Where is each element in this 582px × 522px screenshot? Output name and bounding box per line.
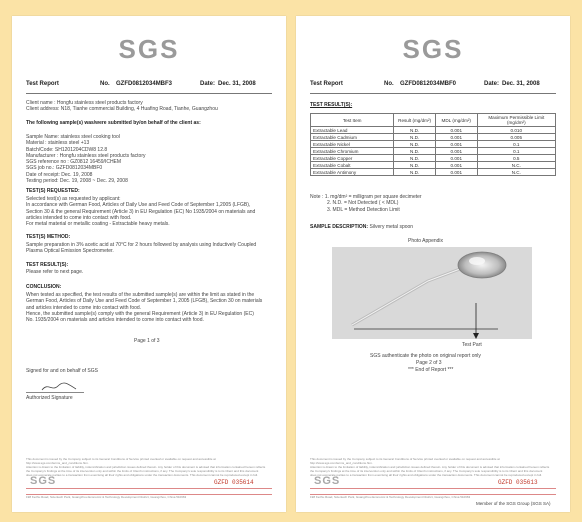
footer-address: 198 Kezhu Road, Scientech Park, Guangzhou Economic & Technology Development District, Guangzhou, China 510663 (310, 495, 471, 499)
conclusion-line: No. 1935/2004 on materials and articles intended to come into contact with food. (26, 317, 204, 324)
test-results-text: Please refer to next page. (26, 269, 84, 275)
cell-limit: N.C. (477, 162, 555, 169)
footer-line: does not exonerate parties to a transaction from exercising all their rights and obligations under the transaction documents. This document cannot be reproduced except in full. (310, 473, 542, 477)
conclusion-line: Hence, the submitted sample(s) comply with the general Requirement (Article 3) in EU Regulation (EC) (26, 310, 254, 317)
table-row (311, 155, 556, 162)
cell-limit: 0.5 (477, 155, 555, 162)
footer-line: Attention is drawn to the limitation of liability, indemnification and jurisdiction issues defined therein. Any holder of this document is advised that information contained hereon reflects (310, 465, 550, 469)
cell-result: N.D. (394, 141, 436, 148)
table-row (311, 134, 556, 141)
test-method-text (26, 242, 256, 255)
cell-mdl: 0.001 (435, 162, 477, 169)
sample-photo (332, 247, 532, 339)
sample-batch: Batch/Code: SH1201204CDW8 12.8 (26, 146, 108, 153)
conclusion-text (26, 292, 262, 323)
cell-result: N.D. (394, 169, 436, 176)
cell-test-item: Extractable Antimony (311, 169, 394, 176)
tests-requested-text (26, 196, 255, 227)
client-info (26, 100, 218, 113)
cell-limit: 0.005 (477, 134, 555, 141)
header-rule (310, 93, 556, 94)
serial-number: GZFD 035613 (498, 479, 538, 486)
cell-mdl: 0.001 (435, 169, 477, 176)
testing-period: Testing period: Dec. 19, 2008 ~ Dec. 29, 2008 (26, 178, 128, 185)
footer-line: does not exonerate parties to a transaction from exercising all their rights and obligations under the transaction documents. This document cannot be reproduced except in full. (26, 473, 258, 477)
report-date: Dec. 31, 2008 (218, 81, 256, 87)
authorized-signature-label: Authorized Signature (26, 395, 73, 401)
footer-color-band (26, 488, 272, 495)
cell-mdl: 0.001 (435, 134, 477, 141)
test-results-heading: TEST RESULT(S): (310, 102, 353, 108)
report-page-1 (12, 16, 286, 512)
cell-result: N.D. (394, 162, 436, 169)
test-results-heading: TEST RESULT(S): (26, 262, 69, 268)
conclusion-line: German Food, Articles of Daily Use and Feed Code of September 1, 2005 (LFGB), Section 30 on materials (26, 298, 263, 305)
cell-result: N.D. (394, 155, 436, 162)
footer-line: the Company's findings at the time of its intervention only and within the limits of Client's instructions, if any. The Company's sole responsibility is to its Client and this document (310, 469, 543, 473)
tests-requested-heading: TEST(S) REQUESTED: (26, 188, 80, 194)
test-method-heading: TEST(S) METHOD: (26, 234, 71, 240)
col-header-limit: Maximum Permissible Limit (mg/dm²) (477, 114, 555, 127)
serial-number: GZFD 035614 (214, 479, 254, 486)
col-header-test-item: Test Item (311, 114, 394, 127)
conclusion-line: and articles intended to come into contact with food. (26, 304, 142, 311)
footer-line: This document is issued by the Company subject to its General Conditions of Service printed overleaf or available on request and accessible at http://www.sgs.com/terms_and_conditions.htm. (310, 457, 500, 465)
member-of-sgs-group: Member of the SGS Group (SGS SA) (476, 501, 551, 506)
client-name: Client name : Hongfu stainless steel products factory (26, 100, 143, 106)
report-number: GZFD0812034MBF0 (400, 81, 457, 87)
page-number: Page 1 of 3 (134, 338, 160, 344)
method-line: Sample preparation in 3% acetic acid at 70°C for 2 hours followed by analysis using Inductively Coupled (26, 242, 257, 248)
sgs-reference: SGS reference no : GZ0812 16459/ICHEM (26, 159, 122, 166)
requested-line: articles intended to come into contact with food. (26, 214, 132, 221)
footer-address: 198 Kezhu Road, Scientech Park, Guangzhou Economic & Technology Development District, Guangzhou, China 510663 (26, 495, 187, 499)
requested-line: In accordance with German Food, Articles of Daily Use and Feed Code of September 1,2005 (LFGB), (26, 202, 251, 209)
footer-line: This document is issued by the Company subject to its General Conditions of Service printed overleaf or available on request and accessible at http://www.sgs.com/terms_and_conditions.htm. (26, 457, 216, 465)
cell-test-item: Extractable Nickel (311, 141, 394, 148)
test-report-label: Test Report (26, 81, 59, 87)
footer-sgs-logo: SGS (314, 475, 341, 487)
cell-test-item: Extractable Chromium (311, 148, 394, 155)
signed-for-line: Signed for and on behalf of SGS (26, 368, 98, 374)
table-row (311, 127, 556, 134)
cell-result: N.D. (394, 148, 436, 155)
cell-mdl: 0.001 (435, 127, 477, 134)
footer-line: Attention is drawn to the limitation of liability, indemnification and jurisdiction issues defined therein. Any holder of this document is advised that information contained hereon reflects (26, 465, 266, 469)
sample-manufacturer: Manufacturer : Hongfu stainless steel products factory (26, 152, 146, 159)
end-of-report: *** End of Report *** (408, 367, 454, 373)
cell-test-item: Extractable Copper (311, 155, 394, 162)
report-no-label: No. (100, 81, 110, 87)
note-line: 3. MDL = Method Detection Limit (327, 206, 400, 213)
cell-limit: N.C. (477, 169, 555, 176)
footer-line: the Company's findings at the time of its intervention only and within the limits of Client's instructions, if any. The Company's sole responsibility is to its Client and this document (26, 469, 259, 473)
table-header-row (311, 114, 556, 127)
note-line: 2. N.D. = Not Detected ( < MDL) (327, 200, 399, 207)
cell-limit: 0.1 (477, 141, 555, 148)
report-page-2 (296, 16, 570, 512)
conclusion-heading: CONCLUSION: (26, 284, 62, 290)
signature-rule (26, 392, 84, 393)
cell-result: N.D. (394, 127, 436, 134)
note-line: Note : 1. mg/dm² = milligram per square decimeter (310, 194, 422, 200)
table-notes (310, 194, 422, 213)
sgs-logo: SGS (118, 34, 180, 64)
date-of-receipt: Date of receipt: Dec. 19, 2008 (26, 171, 93, 178)
cell-test-item: Extractable Cobalt (311, 162, 394, 169)
requested-line: Section 30 & the general Requirement (Article 3) in EU Regulation (EC) No 1935/2004 on materials and (26, 208, 256, 215)
submitted-statement: The following sample(s) was/were submitted by/on behalf of the client as: (26, 120, 201, 126)
table-row (311, 141, 556, 148)
test-report-label: Test Report (310, 81, 343, 87)
test-part-arrow (466, 303, 486, 343)
photo-authentication-note: SGS authenticate the photo on original report only (370, 353, 481, 359)
method-line: Plasma Optical Emission Spectrometer. (26, 248, 114, 255)
client-address: Client address: N18, Tianhe commercial Building, 4 Huafing Road, Tianhe, Guangzhou (26, 106, 218, 113)
photo-appendix-title: Photo Appendix (408, 238, 444, 244)
requested-line: For metal material or metallic coating - Extractable heavy metals. (26, 221, 170, 228)
cell-result: N.D. (394, 134, 436, 141)
footer-sgs-logo: SGS (30, 475, 57, 487)
report-header (310, 81, 556, 91)
table-row (311, 162, 556, 169)
header-rule (26, 93, 272, 94)
cell-mdl: 0.001 (435, 148, 477, 155)
cell-mdl: 0.001 (435, 141, 477, 148)
cell-mdl: 0.001 (435, 155, 477, 162)
spoon-illustration (332, 247, 532, 339)
sgs-job-no: SGS job no.: GZFD0812034MBF0 (26, 165, 103, 172)
cell-limit: 0.1 (477, 148, 555, 155)
conclusion-line: When tested as specified, the test results of the submitted sample(s) are within the limit as stated in the (26, 292, 255, 298)
cell-test-item: Extractable Cadmium (311, 134, 394, 141)
cell-test-item: Extractable Lead (311, 127, 394, 134)
report-no-label: No. (384, 81, 394, 87)
results-table (310, 113, 556, 176)
table-row (311, 169, 556, 176)
sgs-logo: SGS (402, 34, 464, 64)
col-header-mdl: MDL (mg/dm²) (435, 114, 477, 127)
sample-material: Material : stainless steel +13 (26, 140, 90, 147)
report-number: GZFD0812034MBF3 (116, 81, 173, 87)
table-row (311, 148, 556, 155)
sample-description (310, 224, 413, 230)
footer-disclaimer (310, 457, 556, 477)
col-header-result: Result (mg/dm²) (394, 114, 436, 127)
sample-description-heading: SAMPLE DESCRIPTION: (310, 224, 369, 230)
sample-description-value: Silvery metal spoon (369, 224, 414, 230)
requested-line: Selected test(s) as requested by applicant: (26, 196, 121, 202)
footer-color-band (310, 488, 556, 495)
date-label: Date: (200, 81, 216, 87)
sample-info (26, 134, 146, 184)
date-label: Date: (484, 81, 500, 87)
page-number: Page 2 of 3 (416, 360, 442, 366)
report-date: Dec. 31, 2008 (502, 81, 540, 87)
footer-disclaimer (26, 457, 272, 477)
report-header (26, 81, 272, 91)
sample-name: Sample Name: stainless steel cooking tool (26, 134, 120, 140)
test-part-label: Test Part (462, 342, 482, 348)
cell-limit: 0.010 (477, 127, 555, 134)
